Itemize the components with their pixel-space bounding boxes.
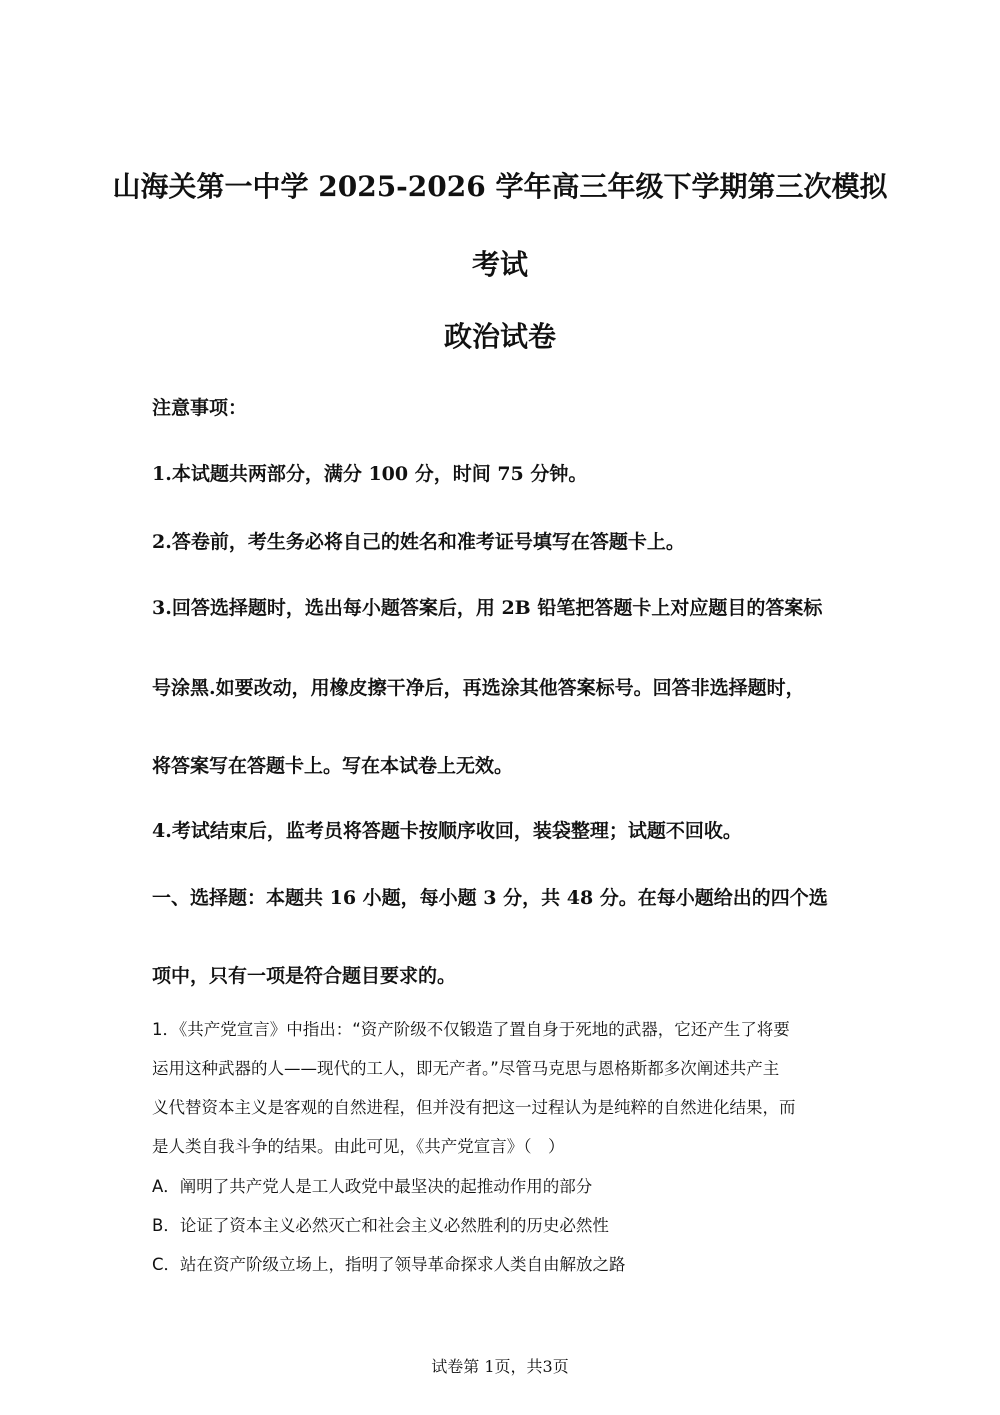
section-heading-line2: 项中，只有一项是符合题目要求的。 [152, 965, 457, 987]
notice-item-3-line2: 号涂黑.如要改动，用橡皮擦干净后，再选涂其他答案标号。回答非选择题时， [152, 677, 805, 699]
notice-item-3-line1: 3.回答选择题时，选出每小题答案后，用 2B 铅笔把答题卡上对应题目的答案标 [152, 597, 823, 619]
exam-title-line2: 考试 [471, 248, 528, 281]
question-1-stem-line2: 运用这种武器的人——现代的工人，即无产者。”尽管马克思与恩格斯都多次阐述共产主 [152, 1059, 780, 1078]
exam-title-line1: 山海关第一中学 2025-2026 学年高三年级下学期第三次模拟 [112, 170, 888, 203]
question-1-option-c: C．站在资产阶级立场上，指明了领导革命探求人类自由解放之路 [152, 1255, 626, 1274]
notice-item-3-line3: 将答案写在答题卡上。写在本试卷上无效。 [152, 755, 514, 777]
notice-item-2: 2.答卷前，考生务必将自己的姓名和准考证号填写在答题卡上。 [152, 531, 685, 553]
question-1-option-a: A．阐明了共产党人是工人政党中最坚决的起推动作用的部分 [152, 1177, 593, 1196]
notice-item-4: 4.考试结束后，监考员将答题卡按顺序收回，装袋整理；试题不回收。 [152, 820, 742, 842]
notice-item-1: 1.本试题共两部分，满分 100 分，时间 75 分钟。 [152, 463, 588, 485]
subject-title: 政治试卷 [443, 320, 556, 353]
section-heading-line1: 一、选择题：本题共 16 小题，每小题 3 分，共 48 分。在每小题给出的四个选 [152, 887, 828, 909]
page-footer: 试卷第 1页，共3页 [431, 1357, 569, 1376]
question-1-stem-line3: 义代替资本主义是客观的自然进程，但并没有把这一过程认为是纯粹的自然进化结果，而 [152, 1098, 796, 1117]
question-1-option-b: B．论证了资本主义必然灭亡和社会主义必然胜利的历史必然性 [152, 1216, 609, 1235]
question-1-stem-line1: 1．《共产党宣言》中指出：“资产阶级不仅锻造了置自身于死地的武器，它还产生了将要 [152, 1020, 790, 1039]
question-1-stem-line4: 是人类自我斗争的结果。由此可见，《共产党宣言》（ ） [152, 1137, 565, 1156]
notice-heading: 注意事项： [152, 397, 248, 419]
